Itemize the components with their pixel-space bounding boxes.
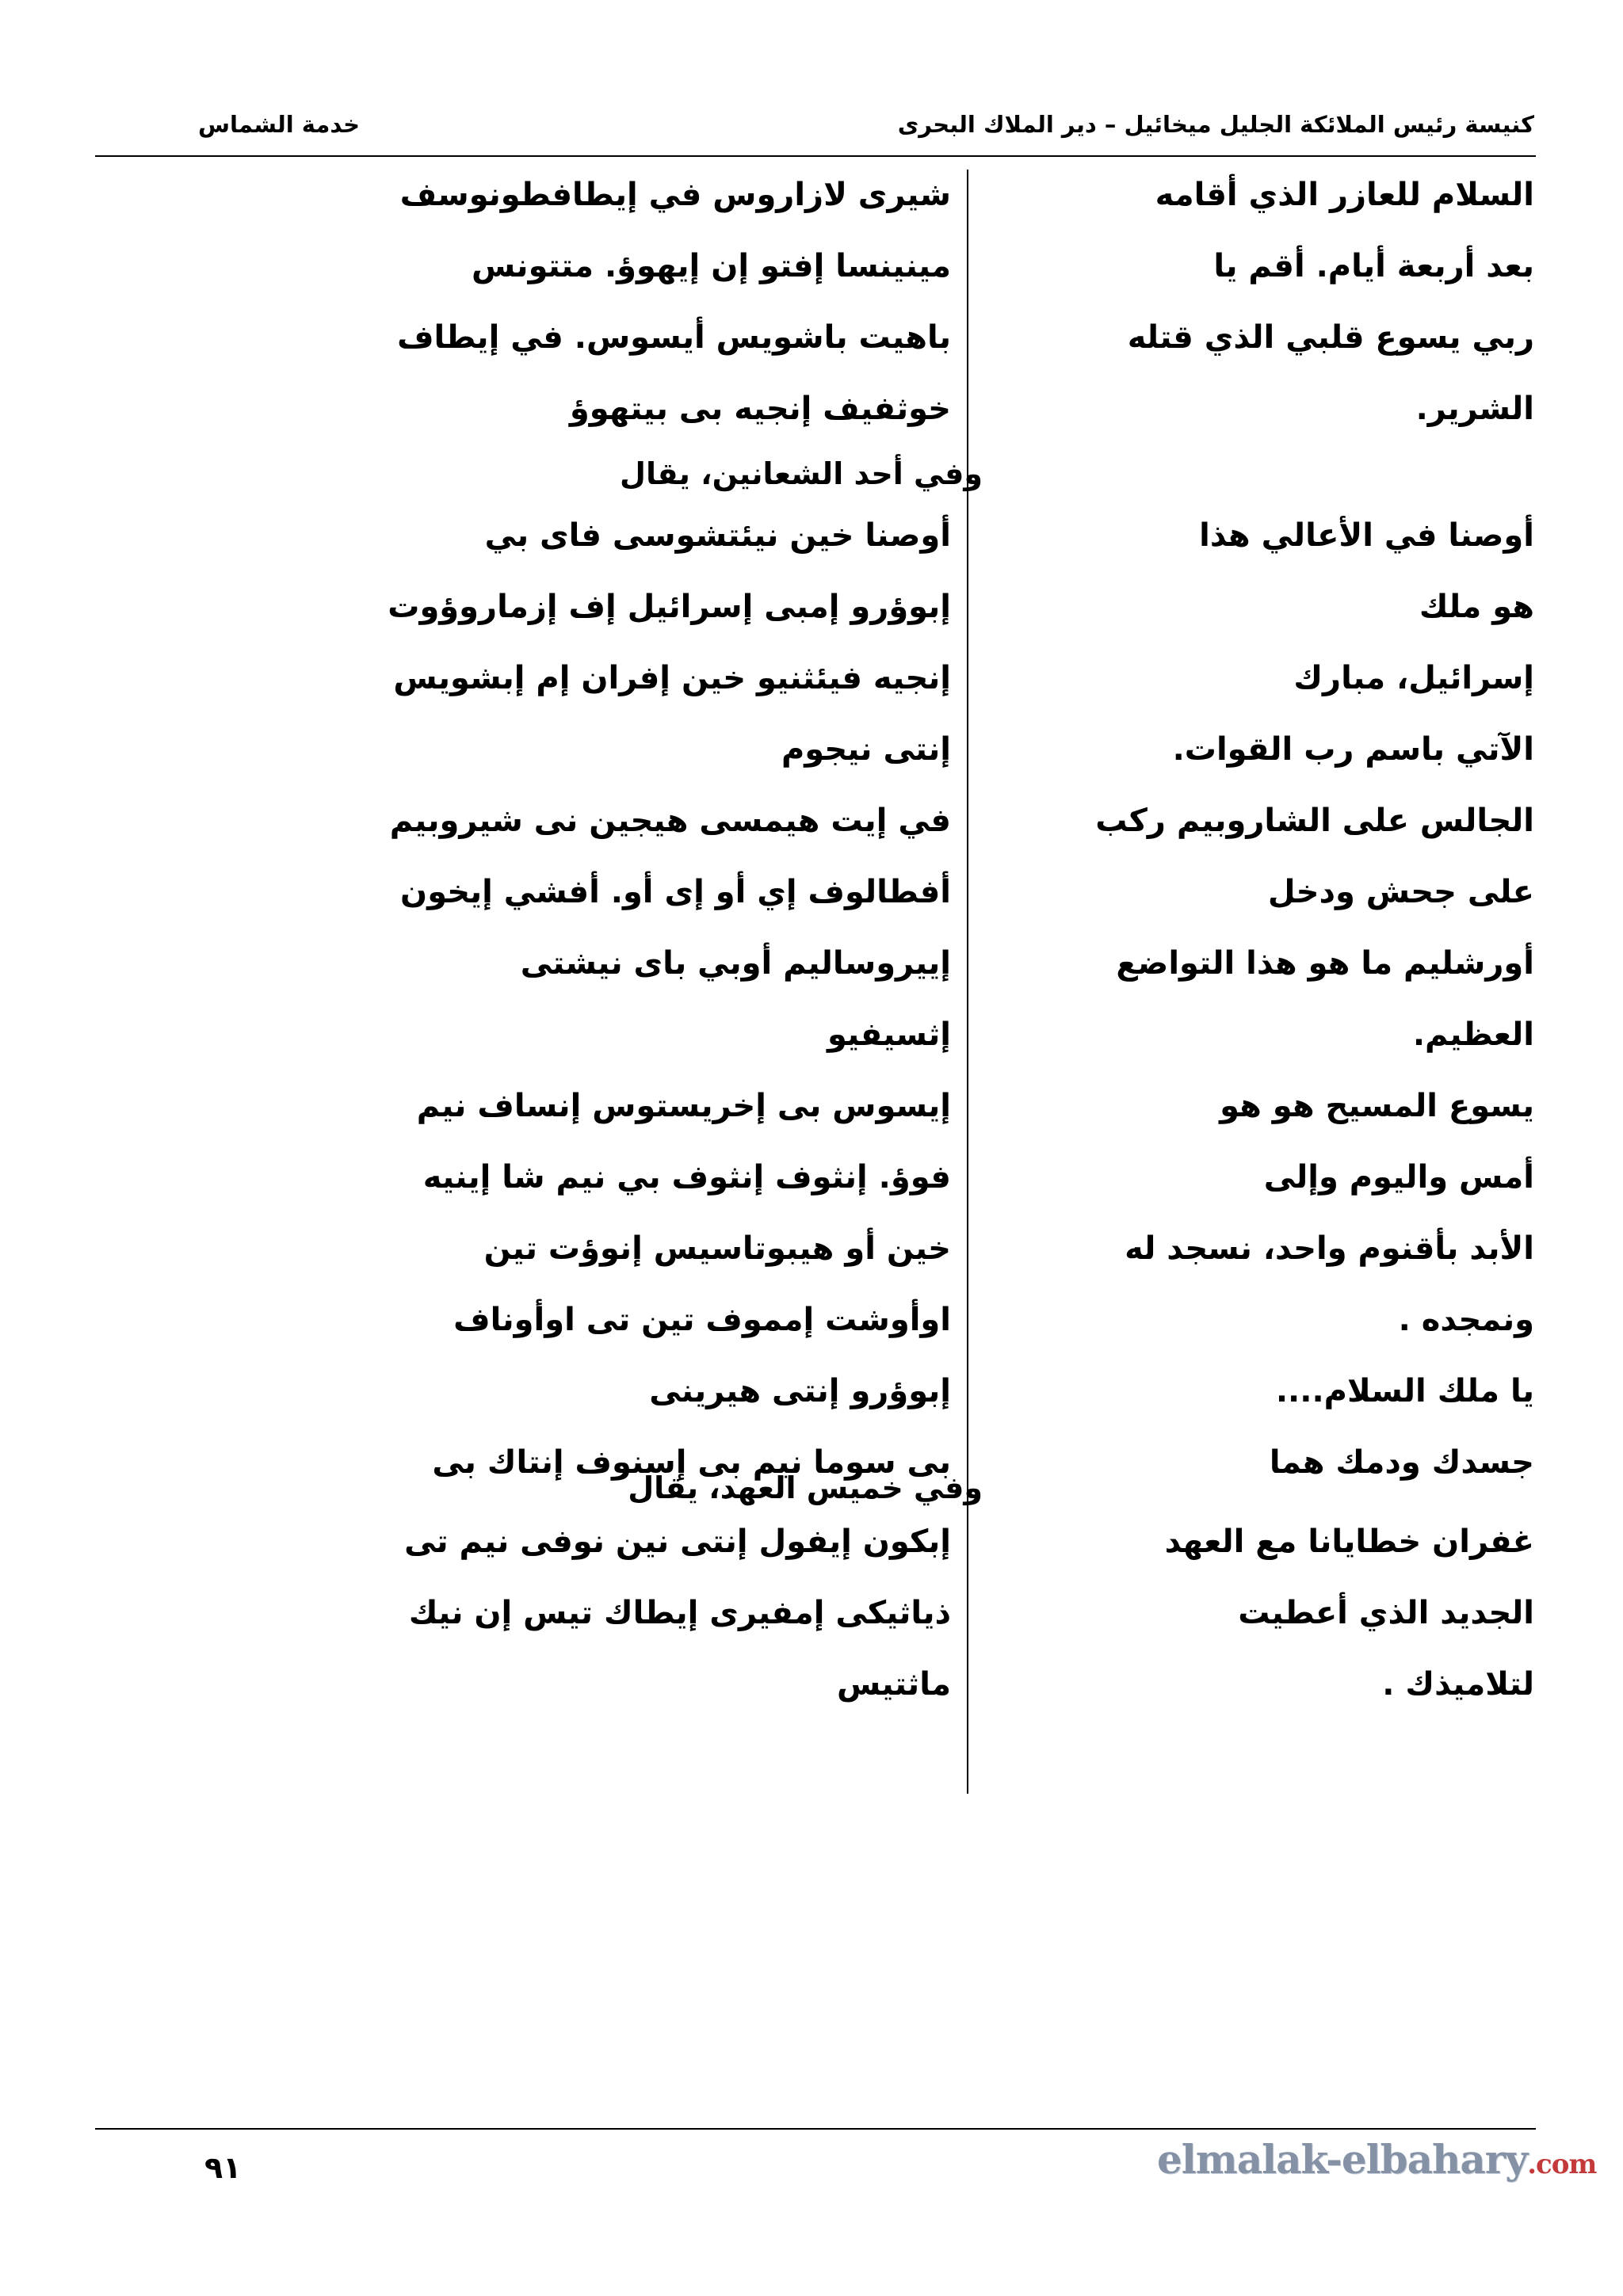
hymn-row: [0, 1074, 1623, 1138]
coptic-transliteration: خين أو هيبوتاسيس إنوؤت تين: [483, 1230, 951, 1267]
arabic-text: الآتي باسم رب القوات.: [1172, 731, 1534, 768]
coptic-transliteration: ذياثيكى إمفيرى إيطاك تيس إن نيك: [408, 1595, 951, 1631]
arabic-text: غفران خطايانا مع العهد: [1164, 1524, 1534, 1560]
page-number: ٩١: [204, 2150, 242, 2185]
coptic-transliteration: مينينسا إفتو إن إيهوؤ. متتونس: [472, 248, 951, 284]
arabic-text: الأبد بأقنوم واحد، نسجد له: [1125, 1230, 1534, 1267]
hymn-row: [0, 1653, 1623, 1716]
coptic-transliteration: شيرى لازاروس في إيطافطونوسف: [399, 177, 951, 213]
arabic-text: أوصنا في الأعالي هذا: [1199, 517, 1534, 554]
coptic-transliteration: إيسوس بى إخريستوس إنساف نيم: [416, 1088, 951, 1124]
arabic-text: الشرير.: [1415, 391, 1534, 427]
coptic-transliteration: فوؤ. إنثوف إنثوف بي نيم شا إينيه: [422, 1159, 951, 1196]
coptic-transliteration: أفطالوف إي أو إى أو. أفشي إيخون: [400, 874, 951, 910]
coptic-transliteration: ماثتيس: [836, 1666, 951, 1703]
hymn-row: [0, 789, 1623, 852]
hymn-row: [0, 1146, 1623, 1209]
arabic-text: جسدك ودمك هما: [1269, 1444, 1534, 1481]
arabic-text: الجديد الذي أعطيت: [1238, 1595, 1534, 1631]
logo-domain: .com: [1527, 2149, 1597, 2180]
hymn-row: [0, 504, 1623, 567]
section-heading: وفي أحد الشعانين، يقال: [620, 456, 983, 491]
hymn-row: [0, 860, 1623, 924]
hymn-row: [0, 1288, 1623, 1352]
arabic-text: على جحش ودخل: [1267, 874, 1534, 910]
hymn-row: [0, 1217, 1623, 1280]
coptic-transliteration: اوأوشت إمموف تين تى اوأوناف: [453, 1302, 951, 1338]
hymn-row: [0, 1360, 1623, 1423]
arabic-text: أمس واليوم وإلى: [1263, 1159, 1534, 1196]
hymn-row: [0, 235, 1623, 298]
coptic-transliteration: خوثفيف إنجيه بى بيتهوؤ: [569, 391, 951, 427]
section-heading: وفي خميس العهد، يقال: [628, 1470, 983, 1505]
arabic-text: ربي يسوع قلبي الذي قتله: [1127, 319, 1534, 356]
hymn-row: [0, 1510, 1623, 1573]
coptic-transliteration: إييروساليم أوبي باى نيشتى: [520, 945, 951, 982]
hymn-row: [0, 1003, 1623, 1066]
footer-divider: [95, 2128, 1536, 2130]
arabic-text: ونمجده .: [1398, 1302, 1534, 1338]
hymn-row: [0, 1581, 1623, 1645]
arabic-text: بعد أربعة أيام. أقم يا: [1213, 248, 1534, 284]
coptic-transliteration: باهيت باشويس أيسوس. في إيطاف: [397, 319, 951, 356]
arabic-text: أورشليم ما هو هذا التواضع: [1116, 945, 1534, 982]
coptic-transliteration: إبوؤرو إمبى إسرائيل إف إزماروؤوت: [388, 589, 951, 625]
header-divider: [95, 155, 1536, 157]
coptic-transliteration: إبكون إيفول إنتى نين نوفى نيم تى: [404, 1524, 951, 1560]
arabic-text: إسرائيل، مبارك: [1293, 660, 1534, 696]
site-logo: [1157, 2136, 1596, 2183]
coptic-transliteration: إبوؤرو إنتى هيرينى: [649, 1373, 951, 1409]
hymn-row: [0, 575, 1623, 639]
hymn-row: [0, 377, 1623, 441]
arabic-text: يا ملك السلام....: [1275, 1373, 1534, 1409]
hymn-row: [0, 646, 1623, 710]
coptic-transliteration: بى سوما نيم بى إسنوف إنتاك بى: [432, 1444, 951, 1481]
header-church-title: كنيسة رئيس الملائكة الجليل ميخائيل – دير الملاك البحرى: [897, 111, 1534, 138]
coptic-transliteration: إثسيفيو: [827, 1016, 951, 1053]
arabic-text: السلام للعازر الذي أقامه: [1155, 177, 1534, 213]
arabic-text: هو ملك: [1419, 589, 1534, 625]
hymn-row: [0, 1431, 1623, 1494]
hymn-row: [0, 163, 1623, 227]
arabic-text: يسوع المسيح هو هو: [1220, 1088, 1534, 1124]
coptic-transliteration: إنجيه فيئثنيو خين إفران إم إبشويس: [393, 660, 951, 696]
header-book-title: خدمة الشماس: [198, 111, 360, 138]
coptic-transliteration: في إيت هيمسى هيجين نى شيروبيم: [389, 803, 951, 839]
coptic-transliteration: إنتى نيجوم: [781, 731, 951, 768]
hymn-row: [0, 932, 1623, 995]
arabic-text: العظيم.: [1412, 1016, 1534, 1053]
arabic-text: لتلاميذك .: [1382, 1666, 1534, 1703]
hymn-row: [0, 718, 1623, 781]
arabic-text: الجالس على الشاروبيم ركب: [1095, 803, 1534, 839]
coptic-transliteration: أوصنا خين نيئتشوسى فاى بي: [484, 517, 951, 554]
logo-text: elmalak-elbahary: [1157, 2136, 1528, 2183]
hymn-row: [0, 306, 1623, 369]
